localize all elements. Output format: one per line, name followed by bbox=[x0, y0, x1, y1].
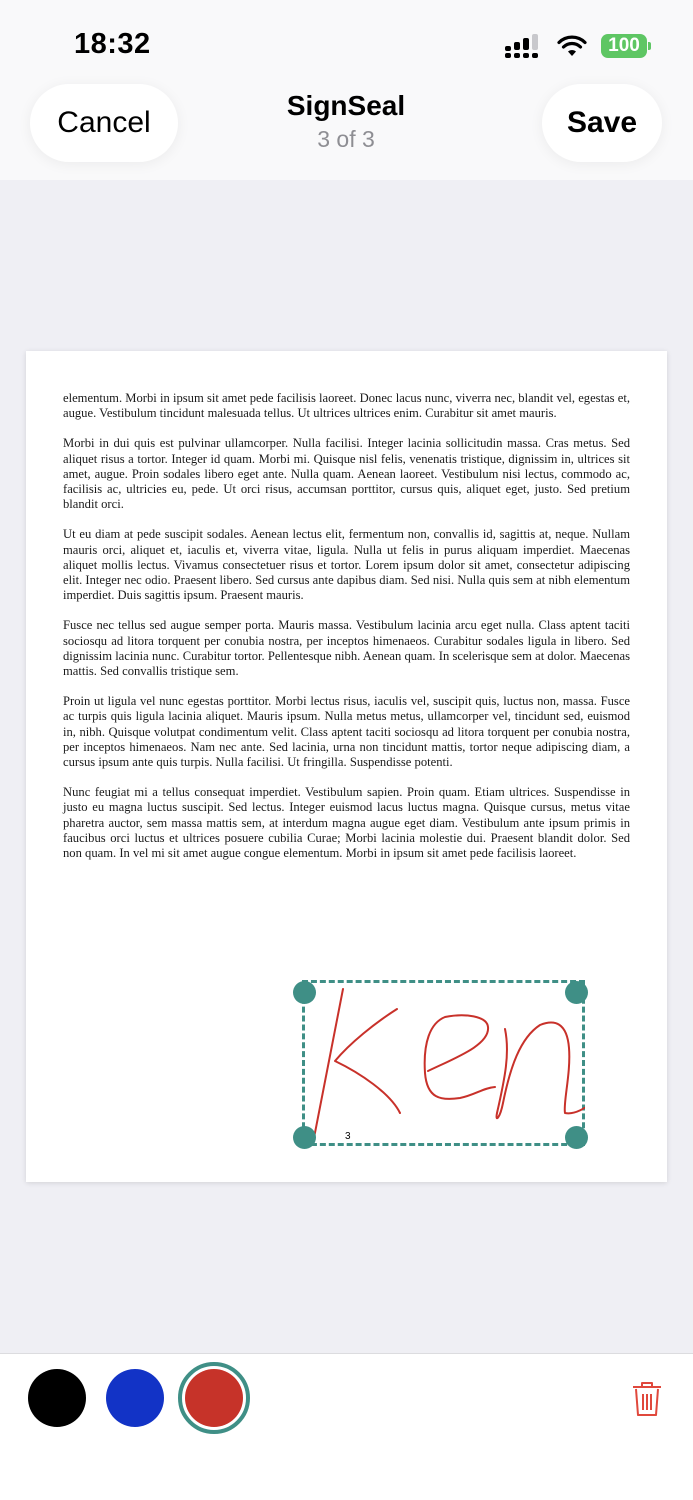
wifi-icon bbox=[557, 34, 587, 58]
paragraph: Morbi in dui quis est pulvinar ullamcorper. Nulla facilisi. Integer lacinia sollicitudin massa. Cras metus. Sed aliquet risus a tortor. Integer id quam. Morbi mi. Quisque nisl felis, venenatis tristique, dignissim in, ultrices sit amet, augue. Proin sodales libero eget ante. Nulla quam. Aenean laoreet. Vestibulum nisi lectus, commodo ac, facilisis ac, ultricies eu, pede. Ut orci risus, accumsan porttitor, cursus quis, aliquet eget, justo. Sed pretium blandit orci. bbox=[63, 436, 630, 512]
color-swatch-black[interactable] bbox=[28, 1369, 86, 1427]
signature-page-label: 3 bbox=[345, 1131, 351, 1142]
battery-level: 100 bbox=[608, 35, 640, 56]
paragraph: Proin ut ligula vel nunc egestas porttitor. Morbi lectus risus, iaculis vel, suscipit quis, luctus non, massa. Fusce ac turpis quis ligula lacinia aliquet. Mauris ipsum. Nulla metus metus, ullamcorper vel, tincidunt sed, euismod in, nibh. Quisque volutpat condimentum velit. Class aptent taciti sociosqu ad litora torquent per conubia nostra, per inceptos himenaeos. Nam nec ante. Sed lacinia, urna non tincidunt mattis, tortor neque adipiscing diam, a cursus ipsum ante quis turpis. Nulla facilisi. Ut fringilla. Suspendisse potenti. bbox=[63, 694, 630, 770]
save-button[interactable]: Save bbox=[542, 84, 662, 162]
app-title: SignSeal bbox=[286, 90, 406, 121]
resize-handle-top-right[interactable] bbox=[565, 981, 588, 1004]
signature-selection-box[interactable] bbox=[302, 980, 585, 1146]
paragraph: elementum. Morbi in ipsum sit amet pede facilisis laoreet. Donec lacus nunc, viverra nec, blandit vel, egestas et, augue. Vestibulum tincidunt malesuada tellus. Ut ultrices ultrices enim. Curabitur sit amet mauris. bbox=[63, 391, 630, 421]
trash-icon[interactable] bbox=[630, 1380, 664, 1418]
paragraph: Nunc feugiat mi a tellus consequat imperdiet. Vestibulum sapien. Proin quam. Etiam ultrices. Suspendisse in justo eu magna luctus suscipit. Sed lectus. Integer euismod lacus luctus magna. Quisque cursus, metus vitae pharetra auctor, sem massa mattis sem, at interdum magna augue eget diam. Vestibulum ante ipsum primis in faucibus orci luctus et ultrices posuere cubilia Curae; Morbi lacinia molestie dui. Praesent blandit dolor. Sed non quam. In vel mi sit amet augue congue elementum. Morbi in ipsum sit amet pede facilisis laoreet. bbox=[63, 785, 630, 861]
document-page[interactable] bbox=[26, 351, 667, 1182]
cellular-signal-icon bbox=[505, 34, 543, 58]
resize-handle-top-left[interactable] bbox=[293, 981, 316, 1004]
color-swatch-blue[interactable] bbox=[106, 1369, 164, 1427]
battery-icon bbox=[601, 34, 647, 58]
document-text bbox=[63, 391, 630, 876]
status-time: 18:32 bbox=[74, 28, 151, 60]
resize-handle-bottom-right[interactable] bbox=[565, 1126, 588, 1149]
paragraph: Ut eu diam at pede suscipit sodales. Aenean lectus elit, fermentum non, convallis id, sagittis at, neque. Nullam mauris orci, aliquet et, iaculis et, viverra vitae, ligula. Nulla ut felis in purus aliquam imperdiet. Maecenas aliquet mollis lectus. Vivamus consectetuer risus et tortor. Lorem ipsum dolor sit amet, consectetur adipiscing elit. Integer nec odio. Praesent libero. Sed cursus ante dapibus diam. Sed nisi. Nulla quis sem at nibh elementum imperdiet. Duis sagittis ipsum. Praesent mauris. bbox=[63, 527, 630, 603]
signature-drawing[interactable] bbox=[305, 983, 585, 1143]
bottom-toolbar bbox=[0, 1353, 693, 1500]
color-swatch-red-selected[interactable] bbox=[178, 1362, 250, 1434]
page-counter: 3 of 3 bbox=[317, 126, 375, 152]
paragraph: Fusce nec tellus sed augue semper porta. Mauris massa. Vestibulum lacinia arcu eget nulla. Class aptent taciti sociosqu ad litora torquent per conubia nostra, per inceptos himenaeos. Curabitur sodales ligula in libero. Sed dignissim lacinia nunc. Curabitur tortor. Pellentesque nibh. Aenean quam. In scelerisque sem at dolor. Maecenas mattis. Sed convallis tristique sem. bbox=[63, 618, 630, 679]
title-block bbox=[196, 90, 496, 153]
resize-handle-bottom-left[interactable] bbox=[293, 1126, 316, 1149]
top-bar bbox=[0, 0, 693, 180]
red-swatch-fill bbox=[185, 1369, 243, 1427]
status-icons bbox=[505, 32, 647, 60]
cancel-button[interactable]: Cancel bbox=[30, 84, 178, 162]
